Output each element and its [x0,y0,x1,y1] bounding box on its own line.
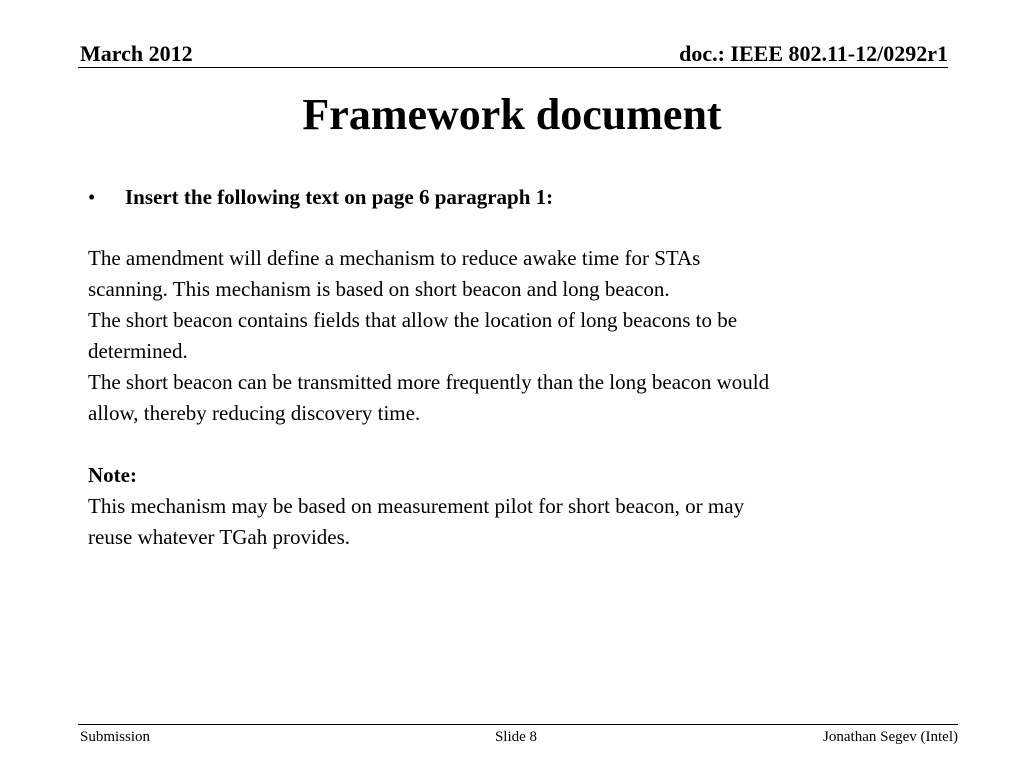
footer-submission: Submission [80,729,151,745]
bullet-marker: • [88,185,96,209]
body-line: The amendment will define a mechanism to reduce awake time for STAs [88,246,701,270]
header-doc-id: doc.: IEEE 802.11-12/0292r1 [679,41,948,66]
footer-author: Jonathan Segev (Intel) [823,729,958,745]
body-line: scanning. This mechanism is based on short beacon and long beacon. [88,277,670,301]
body-text [88,243,948,553]
bullet-item [88,182,553,212]
slide-title: Framework document [302,90,722,139]
note-label: Note: [88,463,137,487]
body-line: allow, thereby reducing discovery time. [88,401,421,425]
paragraph-gap [88,429,948,460]
note-line: This mechanism may be based on measurement pilot for short beacon, or may [88,494,745,518]
footer-slide-number: Slide 8 [494,729,538,745]
bullet-text: Insert the following text on page 6 paragraph 1: [125,185,554,209]
body-line: The short beacon can be transmitted more frequently than the long beacon would [88,370,770,394]
header-date: March 2012 [80,41,193,66]
header-divider [78,67,948,68]
note-line: reuse whatever TGah provides. [88,525,351,549]
body-line: determined. [88,339,188,363]
body-line: The short beacon contains fields that allow the location of long beacons to be [88,308,738,332]
footer-divider [78,724,958,725]
